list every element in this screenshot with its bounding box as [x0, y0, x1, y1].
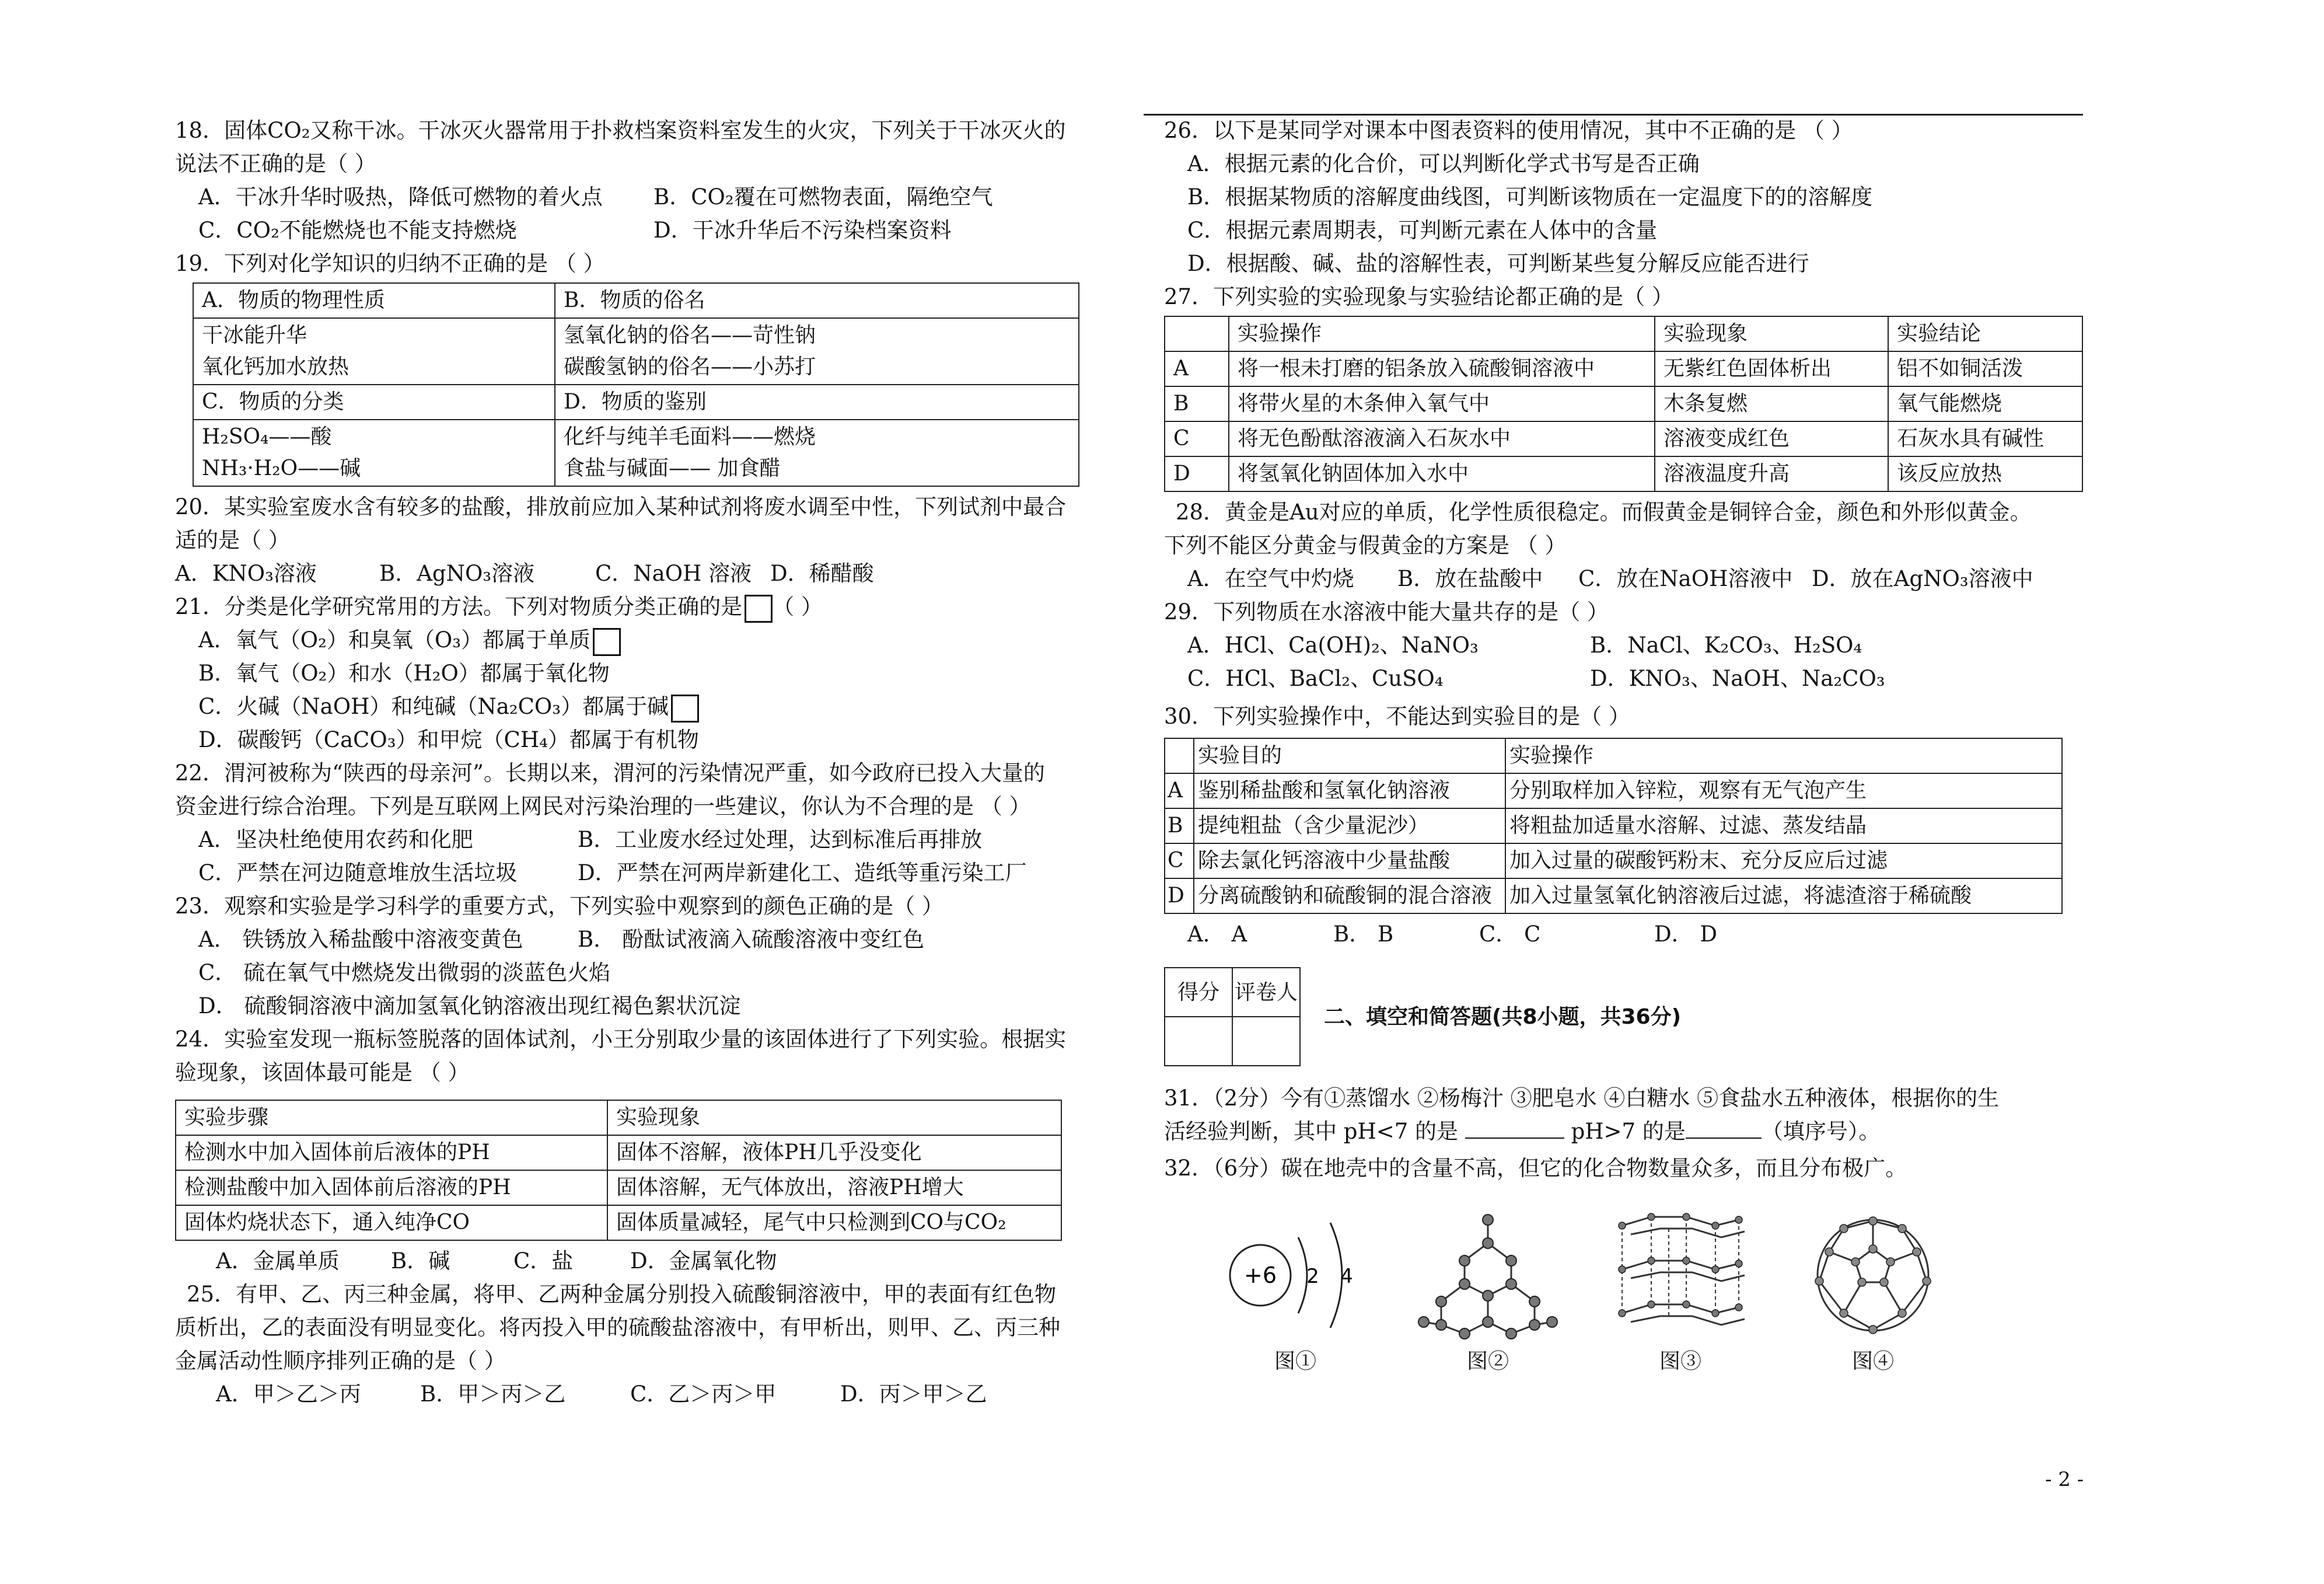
table-row — [1165, 1017, 1300, 1066]
q18-option-b: B．CO₂覆在可燃物表面，隔绝空气 — [653, 184, 993, 210]
table-cell: 检测盐酸中加入固体前后溶液的PH — [176, 1170, 607, 1205]
table-cell: 将无色酚酞溶液滴入石灰水中 — [1229, 421, 1655, 456]
q19-table — [193, 282, 1079, 487]
shell-2-electrons: 4 — [1340, 1265, 1353, 1288]
table-cell: A — [1165, 351, 1229, 386]
q19-stem: 19．下列对化学知识的归纳不正确的是 （ ） — [175, 251, 605, 276]
q22-stem-line1: 22．渭河被称为“陕西的母亲河”。长期以来，渭河的污染情况严重，如今政府已投入大量的 — [175, 760, 1045, 786]
q27-table — [1164, 316, 2083, 492]
table-cell: B — [1165, 808, 1194, 843]
table-cell: B — [1165, 386, 1229, 421]
table-cell — [1165, 738, 1194, 773]
q30-table — [1164, 738, 2063, 914]
table-row — [1165, 968, 1300, 1017]
table-row — [193, 318, 1079, 385]
q24-option-b: B．碱 — [391, 1248, 450, 1274]
grader-label: 评卷人 — [1232, 968, 1300, 1017]
q25-option-c: C．乙＞丙＞甲 — [630, 1381, 777, 1407]
question-23 — [175, 889, 1097, 1023]
table-cell: 分别取样加入锌粒，观察有无气泡产生 — [1505, 773, 2062, 808]
q31-line1: 31．（2分）今有①蒸馏水 ②杨梅汁 ③肥皂水 ④白糖水 ⑤食盐水五种液体，根据你的生 — [1164, 1086, 2000, 1111]
q25-option-a: A．甲＞乙＞丙 — [216, 1381, 361, 1407]
q28-option-b: B．放在盐酸中 — [1397, 566, 1543, 591]
q24-option-d: D．金属氧化物 — [630, 1248, 777, 1274]
left-column — [175, 114, 1097, 1411]
figure-3 — [1584, 1208, 1777, 1378]
table-cell: 加入过量的碳酸钙粉末、充分反应后过滤 — [1505, 843, 2062, 878]
carbon-atom-structure-diagram — [1219, 1208, 1371, 1342]
q20-option-b: B．AgNO₃溶液 — [379, 561, 535, 586]
q22-option-c: C．严禁在河边随意堆放生活垃圾 — [198, 860, 518, 885]
table-cell: 实验结论 — [1888, 316, 2082, 351]
q30-stem: 30．下列实验操作中，不能达到实验目的是（ ） — [1164, 704, 1630, 729]
figure-2-label: 图② — [1466, 1349, 1509, 1373]
q21-paren: （ ） — [773, 594, 823, 619]
question-22 — [175, 756, 1097, 889]
q24-stem-line1: 24．实验室发现一瓶标签脱落的固体试剂，小王分别取少量的该固体进行了下列实验。根据实 — [175, 1027, 1067, 1052]
figure-1 — [1199, 1208, 1392, 1378]
figure-3-label: 图③ — [1659, 1349, 1701, 1373]
q29-stem: 29．下列物质在水溶液中能大量共存的是（ ） — [1164, 599, 1609, 624]
table-row — [1165, 386, 2082, 421]
figures-row — [1164, 1208, 2086, 1378]
table-cell: D．物质的鉴别 — [555, 385, 1079, 420]
table-cell: 实验操作 — [1505, 738, 2062, 773]
table-row — [1165, 843, 2062, 878]
q30-option-b: B． B — [1333, 922, 1394, 947]
table-cell: 溶液温度升高 — [1655, 456, 1888, 491]
q30-option-d: D． D — [1654, 922, 1718, 947]
answer-box — [671, 695, 699, 723]
table-cell: 分离硫酸钠和硫酸铜的混合溶液 — [1194, 878, 1505, 913]
question-27 — [1164, 280, 2086, 492]
table-cell: 溶液变成红色 — [1655, 421, 1888, 456]
table-cell: 将带火星的木条伸入氧气中 — [1229, 386, 1655, 421]
table-cell: 除去氯化钙溶液中少量盐酸 — [1194, 843, 1505, 878]
table-cell: 干冰能升华 氧化钙加水放热 — [193, 318, 555, 385]
q25-stem-line3: 金属活动性顺序排列正确的是（ ） — [175, 1348, 506, 1373]
table-cell: 化纤与纯羊毛面料——燃烧 食盐与碱面—— 加食醋 — [555, 420, 1079, 486]
question-18 — [175, 114, 1097, 247]
q22-option-d: D．严禁在河两岸新建化工、造纸等重污染工厂 — [578, 860, 1027, 885]
table-row — [1165, 738, 2062, 773]
table-cell: 石灰水具有碱性 — [1888, 421, 2082, 456]
answer-box — [593, 628, 621, 656]
question-31 — [1164, 1081, 2086, 1148]
q21-option-b: B．氧气（O₂）和水（H₂O）都属于氧化物 — [198, 661, 610, 686]
q22-stem-line2: 资金进行综合治理。下列是互联网上网民对污染治理的一些建议，你认为不合理的是 （ ） — [175, 794, 1031, 819]
figure-4 — [1777, 1208, 1969, 1378]
table-row — [1165, 421, 2082, 456]
q20-option-c: C．NaOH 溶液 — [595, 561, 752, 586]
table-cell: 该反应放热 — [1888, 456, 2082, 491]
q21-stem: 21．分类是化学研究常用的方法。下列对物质分类正确的是 — [175, 594, 743, 619]
table-cell: 固体质量减轻，尾气中只检测到CO与CO₂ — [607, 1205, 1061, 1240]
q24-table — [175, 1100, 1062, 1241]
q20-option-d: D．稀醋酸 — [770, 561, 874, 586]
question-19 — [175, 247, 1097, 487]
question-20 — [175, 490, 1097, 590]
nucleus-charge: +6 — [1243, 1262, 1277, 1288]
table-cell: B．物质的俗名 — [555, 283, 1079, 318]
q23-option-a: A． 铁锈放入稀盐酸中溶液变黄色 — [198, 927, 523, 952]
table-cell: 氢氧化钠的俗名——苛性钠 碳酸氢钠的俗名——小苏打 — [555, 318, 1079, 385]
q22-option-b: B．工业废水经过处理，达到标准后再排放 — [578, 827, 983, 852]
section-title: 二、填空和简答题(共8小题，共36分) — [1324, 1004, 1682, 1029]
q18-stem-line2: 说法不正确的是（ ） — [175, 151, 376, 176]
q32-stem: 32．（6分）碳在地壳中的含量不高，但它的化合物数量众多，而且分布极广。 — [1164, 1156, 1907, 1181]
question-24 — [175, 1023, 1097, 1278]
table-cell — [1165, 316, 1229, 351]
q26-option-d: D．根据酸、碱、盐的溶解性表，可判断某些复分解反应能否进行 — [1187, 251, 1809, 276]
table-row — [1165, 351, 2082, 386]
table-cell: 木条复燃 — [1655, 386, 1888, 421]
question-28 — [1164, 496, 2086, 595]
table-cell: C — [1165, 421, 1229, 456]
page-number: - 2 - — [2045, 1468, 2084, 1491]
table-row — [176, 1170, 1061, 1205]
q30-option-a: A． A — [1187, 922, 1247, 947]
q23-stem: 23．观察和实验是学习科学的重要方式，下列实验中观察到的颜色正确的是（ ） — [175, 894, 943, 919]
q30-option-c: C． C — [1479, 922, 1541, 947]
table-row — [193, 283, 1079, 318]
table-cell: 实验现象 — [1655, 316, 1888, 351]
score-label: 得分 — [1165, 968, 1232, 1017]
q25-stem-line2: 质析出，乙的表面没有明显变化。将丙投入甲的硫酸盐溶液中，有甲析出，则甲、乙、丙三种 — [175, 1315, 1060, 1340]
q28-stem-line1: 28．黄金是Au对应的单质，化学性质很稳定。而假黄金是铜锌合金，颜色和外形似黄金。 — [1176, 500, 2032, 525]
q18-option-a: A．干冰升华时吸热，降低可燃物的着火点 — [198, 184, 603, 210]
question-25 — [175, 1278, 1097, 1411]
grader-cell — [1232, 1017, 1300, 1066]
q26-option-a: A．根据元素的化合价，可以判断化学式书写是否正确 — [1187, 151, 1700, 176]
table-cell: 提纯粗盐（含少量泥沙） — [1194, 808, 1505, 843]
q24-option-a: A．金属单质 — [216, 1248, 340, 1274]
q28-stem-line2: 下列不能区分黄金与假黄金的方案是 （ ） — [1164, 533, 1567, 558]
q23-option-c: C． 硫在氧气中燃烧发出微弱的淡蓝色火焰 — [198, 960, 611, 985]
q24-option-c: C．盐 — [513, 1248, 574, 1274]
table-cell: 固体不溶解，液体PH几乎没变化 — [607, 1135, 1061, 1170]
figure-1-label: 图① — [1274, 1349, 1316, 1373]
table-cell: D — [1165, 878, 1194, 913]
q20-option-a: A．KNO₃溶液 — [175, 561, 317, 586]
q20-stem-line1: 20．某实验室废水含有较多的盐酸，排放前应加入某种试剂将废水调至中性，下列试剂中最合 — [175, 494, 1067, 519]
table-cell: 鉴别稀盐酸和氢氧化钠溶液 — [1194, 773, 1505, 808]
table-cell: 实验操作 — [1229, 316, 1655, 351]
table-cell: 加入过量氢氧化钠溶液后过滤，将滤渣溶于稀硫酸 — [1505, 878, 2062, 913]
c60-fullerene-diagram — [1797, 1208, 1949, 1342]
q28-option-d: D．放在AgNO₃溶液中 — [1812, 566, 2033, 591]
table-cell: H₂SO₄——酸 NH₃·H₂O——碱 — [193, 420, 555, 486]
table-cell: 实验步骤 — [176, 1100, 607, 1135]
diamond-structure-diagram — [1412, 1208, 1564, 1342]
table-row — [176, 1100, 1061, 1135]
right-column — [1164, 114, 2086, 1378]
table-row — [1165, 456, 2082, 491]
q26-option-c: C．根据元素周期表，可判断元素在人体中的含量 — [1187, 218, 1658, 243]
q26-option-b: B．根据某物质的溶解度曲线图，可判断该物质在一定温度下的的溶解度 — [1187, 184, 1873, 210]
q23-option-d: D． 硫酸铜溶液中滴加氢氧化钠溶液出现红褐色絮状沉淀 — [198, 993, 741, 1018]
question-32 — [1164, 1152, 2086, 1378]
q25-option-b: B．甲＞丙＞乙 — [420, 1381, 566, 1407]
q21-option-c: C．火碱（NaOH）和纯碱（Na₂CO₃）都属于碱 — [198, 694, 669, 719]
table-row — [1165, 316, 2082, 351]
score-table — [1164, 967, 1301, 1066]
q29-option-d: D．KNO₃、NaOH、Na₂CO₃ — [1590, 666, 1885, 691]
table-row — [176, 1135, 1061, 1170]
table-cell: D — [1165, 456, 1229, 491]
q31-line2-part3: （填序号）。 — [1761, 1119, 1881, 1144]
answer-box — [745, 595, 773, 623]
q22-option-a: A．坚决杜绝使用农药和化肥 — [198, 827, 473, 852]
shell-1-electrons: 2 — [1306, 1265, 1319, 1288]
table-cell: 铝不如铜活泼 — [1888, 351, 2082, 386]
table-cell: 氧气能燃烧 — [1888, 386, 2082, 421]
q18-option-d: D．干冰升华后不污染档案资料 — [653, 218, 952, 243]
graphite-structure-diagram — [1605, 1208, 1756, 1342]
q24-stem-line2: 验现象，该固体最可能是 （ ） — [175, 1060, 470, 1085]
question-26 — [1164, 114, 2086, 280]
q28-option-c: C．放在NaOH溶液中 — [1578, 566, 1793, 591]
score-cell — [1165, 1017, 1232, 1066]
q25-option-d: D．丙＞甲＞乙 — [840, 1381, 987, 1407]
table-cell: 无紫红色固体析出 — [1655, 351, 1888, 386]
answer-blank[interactable] — [1686, 1120, 1762, 1139]
table-cell: 检测水中加入固体前后液体的PH — [176, 1135, 607, 1170]
table-cell: C．物质的分类 — [193, 385, 555, 420]
table-cell: 固体溶解，无气体放出，溶液PH增大 — [607, 1170, 1061, 1205]
table-cell: 实验现象 — [607, 1100, 1061, 1135]
q29-option-b: B．NaCl、K₂CO₃、H₂SO₄ — [1590, 633, 1862, 658]
q25-stem-line1: 25．有甲、乙、丙三种金属，将甲、乙两种金属分别投入硫酸铜溶液中，甲的表面有红色物 — [187, 1282, 1057, 1307]
figure-4-label: 图④ — [1851, 1349, 1894, 1373]
table-cell: 将氢氧化钠固体加入水中 — [1229, 456, 1655, 491]
table-row — [176, 1205, 1061, 1240]
table-row — [193, 420, 1079, 486]
table-cell: A — [1165, 773, 1194, 808]
q21-option-d: D．碳酸钙（CaCO₃）和甲烷（CH₄）都属于有机物 — [198, 727, 699, 752]
q20-stem-line2: 适的是（ ） — [175, 528, 290, 553]
q31-line2-part1: 活经验判断，其中 pH<7 的是 — [1164, 1119, 1459, 1144]
question-30 — [1164, 700, 2086, 951]
q26-stem: 26．以下是某同学对课本中图表资料的使用情况，其中不正确的是 （ ） — [1164, 118, 1853, 143]
table-row — [1165, 878, 2062, 913]
q31-line2-part2: pH>7 的是 — [1571, 1119, 1686, 1144]
table-cell: 固体灼烧状态下，通入纯净CO — [176, 1205, 607, 1240]
table-row — [1165, 773, 2062, 808]
figure-2 — [1392, 1208, 1584, 1378]
q28-option-a: A．在空气中灼烧 — [1187, 566, 1354, 591]
answer-blank[interactable] — [1465, 1120, 1564, 1139]
table-row — [1165, 808, 2062, 843]
table-cell: 将粗盐加适量水溶解、过滤、蒸发结晶 — [1505, 808, 2062, 843]
q21-option-a: A．氧气（O₂）和臭氧（O₃）都属于单质 — [198, 627, 591, 653]
section-header — [1164, 967, 2086, 1066]
q29-option-c: C．HCl、BaCl₂、CuSO₄ — [1187, 666, 1444, 691]
q29-option-a: A．HCl、Ca(OH)₂、NaNO₃ — [1187, 633, 1479, 658]
table-cell: 将一根未打磨的铝条放入硫酸铜溶液中 — [1229, 351, 1655, 386]
table-cell: 实验目的 — [1194, 738, 1505, 773]
q18-stem-line1: 18．固体CO₂又称干冰。干冰灭火器常用于扑救档案资料室发生的火灾，下列关于干冰灭火的 — [175, 118, 1066, 143]
question-29 — [1164, 595, 2086, 695]
q18-option-c: C．CO₂不能燃烧也不能支持燃烧 — [198, 218, 517, 243]
table-row — [193, 385, 1079, 420]
q27-stem: 27．下列实验的实验现象与实验结论都正确的是（ ） — [1164, 284, 1673, 309]
question-21 — [175, 590, 1097, 756]
q23-option-b: B． 酚酞试液滴入硫酸溶液中变红色 — [578, 927, 924, 952]
table-cell: C — [1165, 843, 1194, 878]
table-cell: A．物质的物理性质 — [193, 283, 555, 318]
